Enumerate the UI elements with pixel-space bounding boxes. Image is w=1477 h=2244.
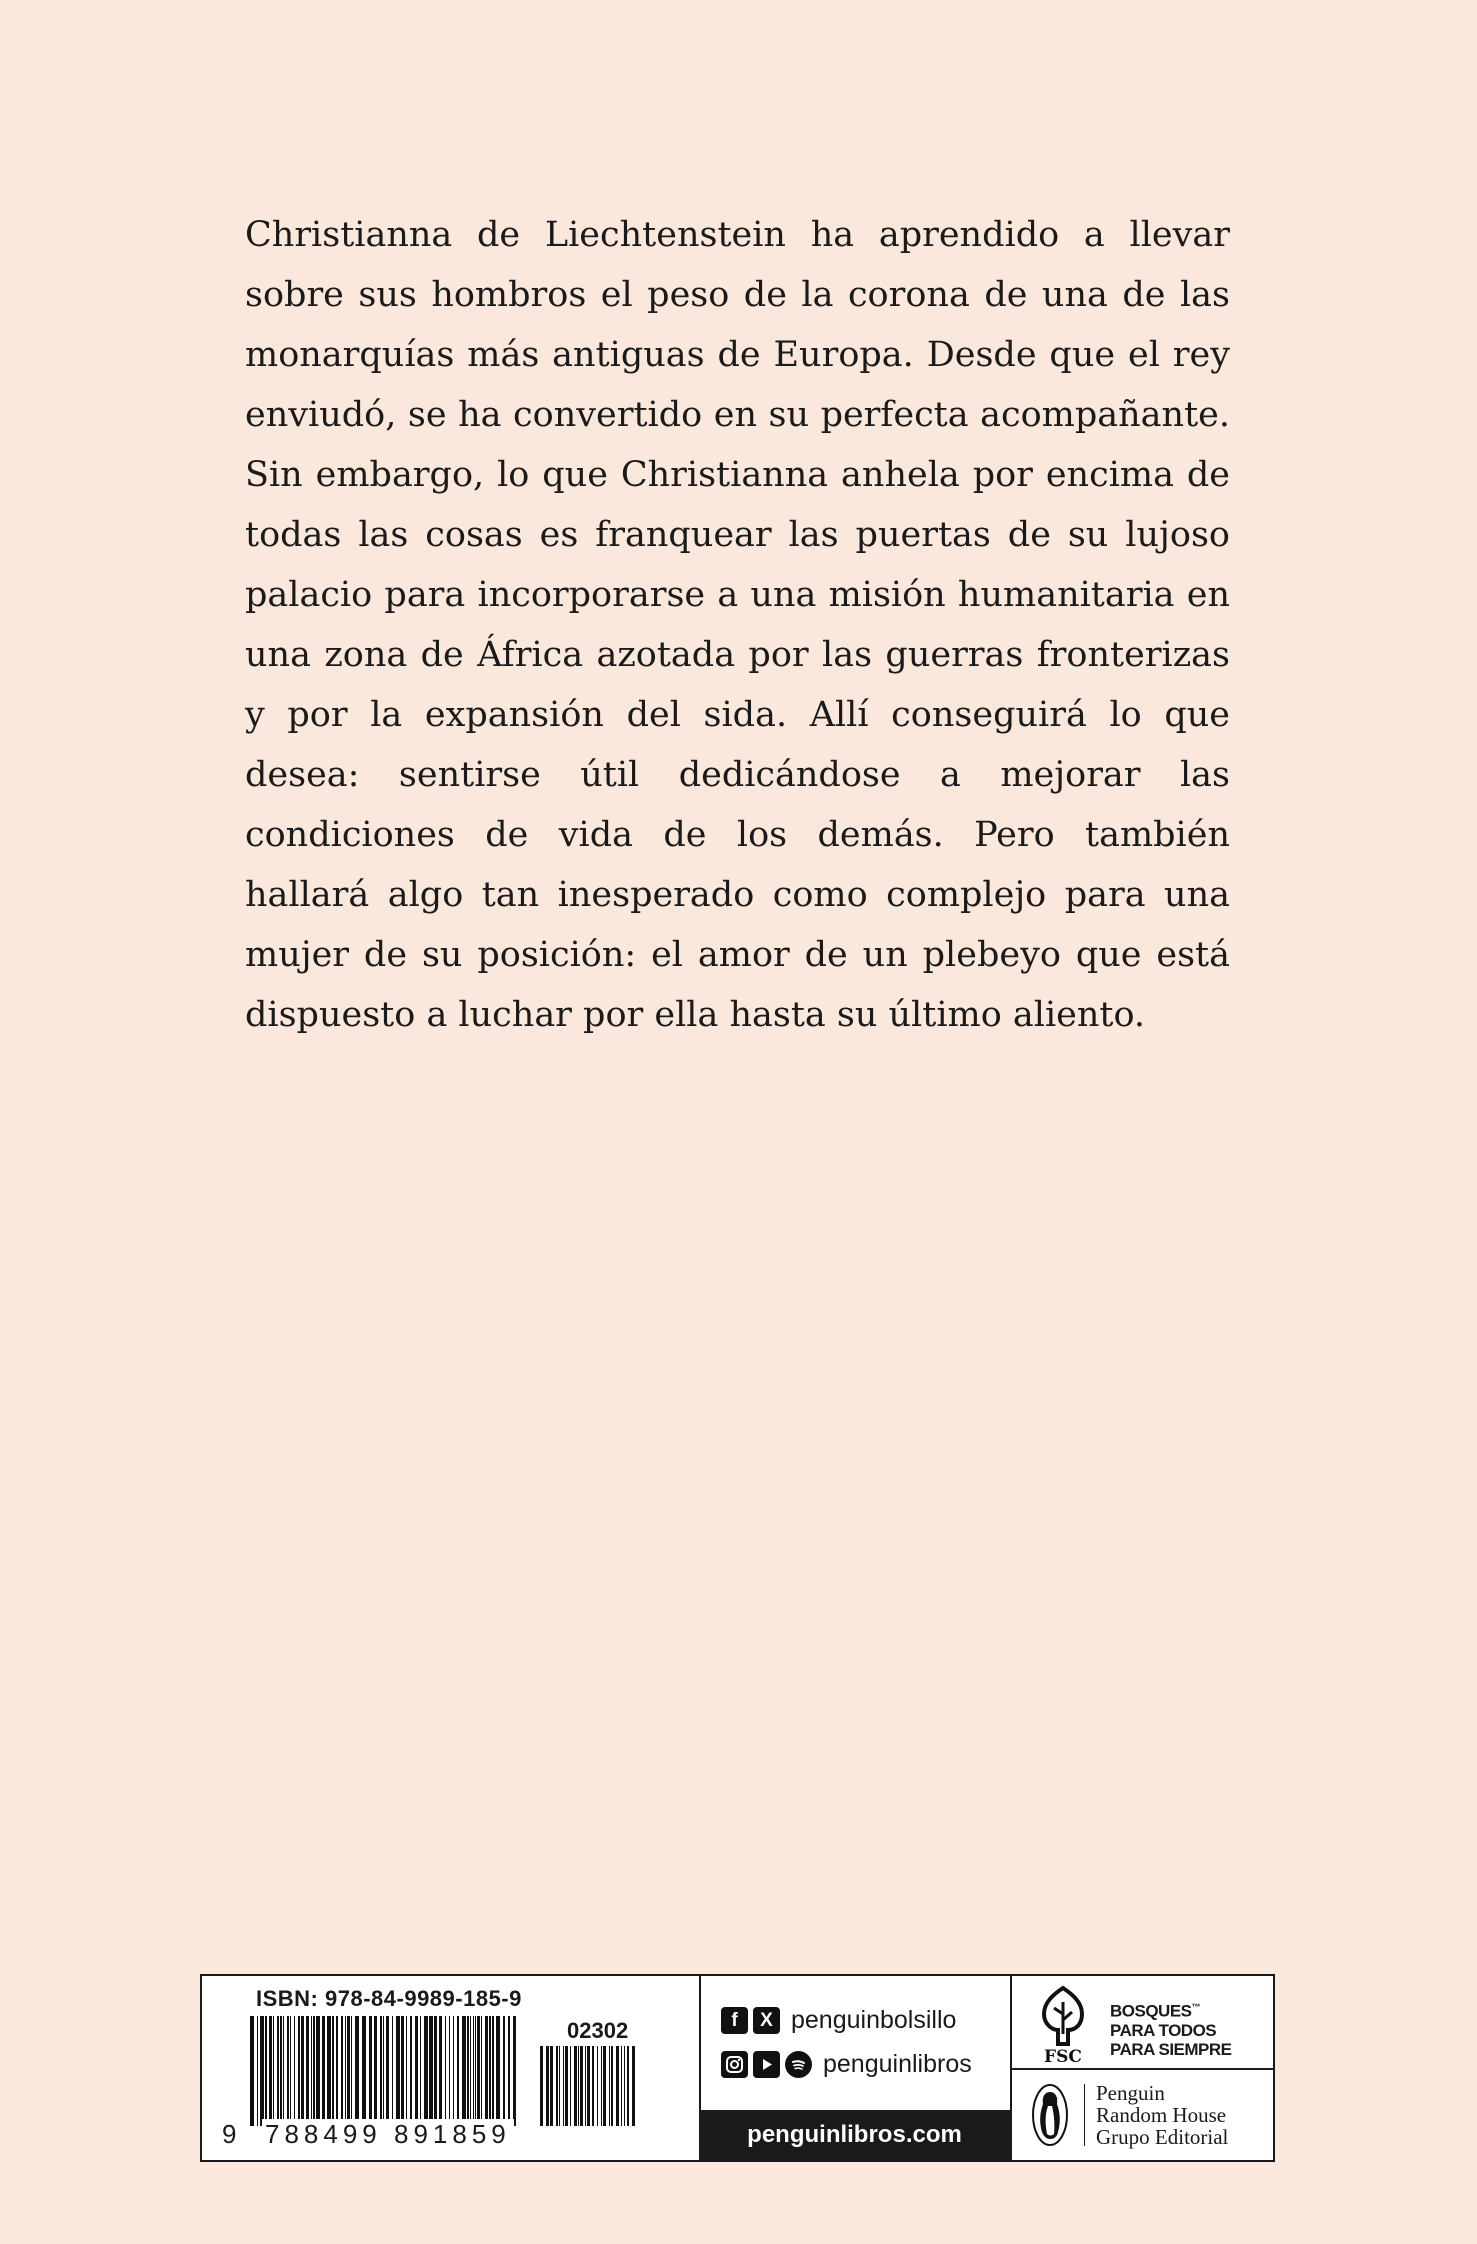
barcode-bar [424, 2016, 428, 2126]
barcode-panel [202, 1976, 701, 2160]
barcode-bar [250, 2016, 254, 2126]
barcode-bar [550, 2046, 553, 2126]
barcode-bar [592, 2046, 594, 2126]
fsc-logo [1012, 1976, 1273, 2070]
barcode-bar [601, 2046, 602, 2126]
barcode-bar [445, 2016, 446, 2126]
ean-first-digit: 9 [222, 2119, 237, 2149]
barcode-bar [273, 2016, 274, 2126]
barcode-bar [277, 2016, 279, 2126]
barcode-bar [406, 2016, 407, 2126]
barcode-bar [301, 2016, 304, 2126]
barcode-bar [624, 2046, 625, 2126]
barcode-bar [383, 2016, 384, 2126]
barcode-bar [481, 2016, 482, 2126]
barcode-bar [470, 2016, 471, 2126]
barcode-bar [362, 2016, 366, 2126]
barcode-bar [380, 2016, 382, 2126]
barcode-bar [332, 2016, 334, 2126]
barcode-bar [609, 2046, 610, 2126]
barcode-bar [287, 2016, 289, 2126]
barcode-bar [475, 2016, 476, 2126]
barcode-bar [611, 2046, 613, 2126]
barcode-bar [597, 2046, 598, 2126]
isbn-label: ISBN: 978-84-9989-185-9 [256, 1986, 522, 2011]
barcode-bar [565, 2046, 568, 2126]
barcode-bar [392, 2016, 393, 2126]
barcode-bar [265, 2016, 267, 2126]
barcode-bar [467, 2016, 469, 2126]
logos-panel [1012, 1976, 1273, 2160]
barcode-bar [477, 2016, 480, 2126]
barcode-bar [260, 2016, 264, 2126]
barcode-bar [603, 2046, 606, 2126]
fsc-slogan: BOSQUES™ PARA TODOS PARA SIEMPRE [1110, 2001, 1232, 2059]
barcode-bar [327, 2016, 331, 2126]
ean-barcode [250, 2016, 518, 2126]
barcode-bar [453, 2016, 454, 2126]
barcode-bar [439, 2016, 442, 2126]
barcode-bar [401, 2016, 404, 2126]
barcode-bar [410, 2016, 412, 2126]
barcode-bar [311, 2016, 312, 2126]
barcode-bar [306, 2016, 309, 2126]
barcode-bar [347, 2016, 350, 2126]
barcode-bar [473, 2016, 474, 2126]
addon-code: 02302 [567, 2018, 629, 2043]
barcode-bar [341, 2016, 343, 2126]
barcode-bar [269, 2016, 272, 2126]
barcode-bar [627, 2046, 629, 2126]
barcode-bar [351, 2016, 352, 2126]
barcode-bar [396, 2016, 400, 2126]
ean-digits: 788499 891859 [262, 2119, 514, 2150]
publisher-logo [1012, 2070, 1273, 2160]
back-cover-blurb: Christianna de Liechtenstein ha aprendido a llevar sobre sus hombros el peso de la corona de una de las monarquías más antiguas de Europa. Desde que el rey enviudó, se ha convertido en su perfecta acompañante. Sin embargo, lo que Christianna anhela por encima de todas las cosas es franquear las puertas de su lujoso palacio para incorporarse a una misión humanitaria en una zona de África azotada por las guerras fronterizas y por la expansión del sida. Allí conseguirá lo que desea: sentirse útil dedicándose a mejorar las condiciones de vida de los demás. Pero también hallará algo tan inesperado como complejo para una mujer de su posición: el amor de un plebeyo que está dispuesto a luchar por ella hasta su último aliento. [245, 215, 1230, 1035]
social-panel [699, 1976, 1012, 2160]
barcode-bar [559, 2046, 560, 2126]
barcode-bar [434, 2016, 437, 2126]
barcode-bar [621, 2046, 622, 2126]
social-handle-penguinlibros[interactable]: penguinlibros [823, 2050, 972, 2078]
barcode-bar [420, 2016, 421, 2126]
barcode-bar [496, 2016, 500, 2126]
barcode-bar [374, 2016, 377, 2126]
barcode-bar [355, 2016, 359, 2126]
x-icon[interactable]: X [753, 2007, 780, 2034]
barcode-bar [585, 2046, 586, 2126]
social-row-penguinlibros [721, 2050, 972, 2079]
barcode-bar [280, 2016, 282, 2126]
barcode-bar [578, 2046, 579, 2126]
barcode-bar [298, 2016, 300, 2126]
barcode-bar [386, 2016, 389, 2126]
barcode-bar [429, 2016, 433, 2126]
barcode-bar [540, 2046, 543, 2126]
facebook-icon[interactable]: f [721, 2007, 748, 2034]
barcode-bar [556, 2046, 558, 2126]
social-handle-penguinbolsillo[interactable]: penguinbolsillo [791, 2006, 957, 2034]
barcode-bar [632, 2046, 635, 2126]
barcode-bar [489, 2016, 491, 2126]
publisher-divider [1084, 2084, 1085, 2146]
barcode-bar [485, 2016, 488, 2126]
barcode-bar [563, 2046, 564, 2126]
barcode-bar [546, 2046, 549, 2126]
addon-barcode [540, 2046, 637, 2126]
penguin-icon [1030, 2082, 1070, 2148]
barcode-bar [345, 2016, 346, 2126]
barcode-bar [257, 2016, 258, 2126]
barcode-bar [283, 2016, 284, 2126]
barcode-bar [492, 2016, 494, 2126]
barcode-bar [508, 2016, 510, 2126]
barcode-bar [449, 2016, 450, 2126]
youtube-icon[interactable] [753, 2051, 780, 2078]
barcode-bar [369, 2016, 372, 2126]
barcode-bar [587, 2046, 590, 2126]
barcode-bar [322, 2016, 325, 2126]
barcode-bar [415, 2016, 418, 2126]
barcode-bar [316, 2016, 320, 2126]
back-cover-info-box [200, 1974, 1275, 2162]
barcode-bar [313, 2016, 315, 2126]
barcode-bar [616, 2046, 619, 2126]
fsc-tree-icon [1034, 1984, 1092, 2064]
instagram-icon[interactable] [721, 2051, 748, 2078]
publisher-name: Penguin Random House Grupo Editorial [1096, 2081, 1229, 2149]
website-link[interactable]: penguinlibros.com [699, 2110, 1010, 2160]
fsc-mark-label: FSC [1044, 2047, 1082, 2064]
barcode-bar [513, 2016, 516, 2126]
barcode-bar [574, 2046, 577, 2126]
social-row-penguinbolsillo [721, 2006, 956, 2035]
barcode-bar [570, 2046, 571, 2126]
barcode-bar [336, 2016, 338, 2126]
barcode-bar [457, 2016, 459, 2126]
barcode-bar [462, 2016, 466, 2126]
spotify-icon[interactable] [785, 2051, 812, 2078]
barcode-bar [290, 2016, 291, 2126]
barcode-bar [503, 2016, 505, 2126]
barcode-bar [580, 2046, 583, 2126]
barcode-bar [294, 2016, 295, 2126]
